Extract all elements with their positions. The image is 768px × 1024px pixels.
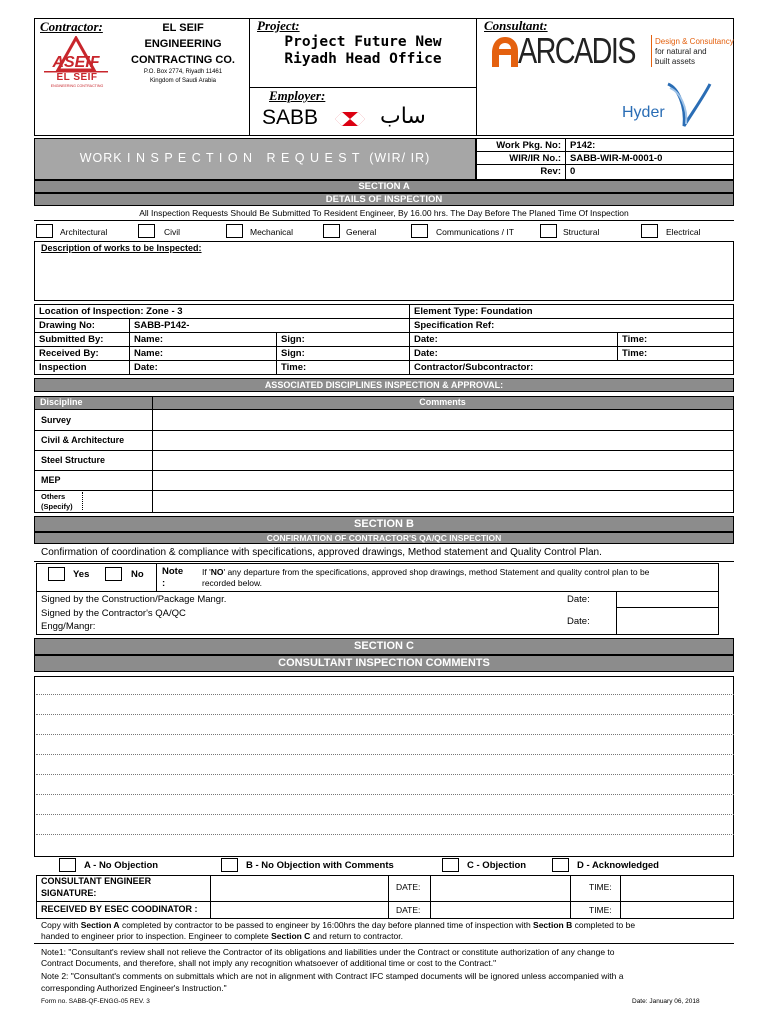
section-c-title: SECTION C: [34, 638, 734, 655]
copy-section-b: Section B: [533, 920, 573, 930]
hyder-swoosh-icon: [664, 80, 714, 132]
inspection-date[interactable]: Date:: [129, 360, 277, 375]
company-name-2: ENGINEERING: [144, 38, 222, 50]
elseif-logo-sub: ENGINEERING CONTRACTING: [50, 84, 104, 88]
submitted-by-label: Submitted By:: [34, 332, 130, 347]
discipline-row-specify: (Specify): [41, 502, 73, 511]
received-sign[interactable]: Sign:: [276, 346, 410, 361]
section-b-title: SECTION B: [34, 516, 734, 532]
yes-label: Yes: [73, 569, 90, 580]
ce-signature-field[interactable]: [211, 876, 387, 901]
checkbox-architectural[interactable]: [36, 224, 53, 238]
comment-field-mep[interactable]: [153, 471, 733, 490]
copy-text-5: and return to contractor.: [310, 931, 403, 941]
arcadis-icon: [490, 35, 520, 69]
checkbox-mechanical[interactable]: [226, 224, 243, 238]
signed-qa-qc-line1: Signed by the Contractor's QA/QC: [41, 608, 186, 619]
arcadis-tagline-1: Design & Consultancy: [655, 37, 734, 46]
checkbox-no[interactable]: [105, 567, 122, 581]
checkbox-objection[interactable]: [442, 858, 459, 872]
esec-date-label: DATE:: [396, 905, 421, 915]
sabb-hexagon-icon: [335, 110, 365, 128]
note-no: NO: [210, 567, 224, 577]
discipline-label-mechanical: Mechanical: [250, 227, 293, 237]
company-name-3: CONTRACTING CO.: [131, 54, 235, 66]
signed-construction-mangr: Signed by the Construction/Package Mangr.: [41, 594, 227, 605]
esec-time-field[interactable]: [621, 902, 733, 918]
form-title: WORK I N S P E C T I O N R E Q U E S T (WIR/ IR): [79, 151, 431, 165]
comments-col-label: Comments: [419, 397, 466, 407]
note-label: Note: [162, 566, 184, 577]
description-label: Description of works to be Inspected:: [41, 243, 202, 253]
wir-no-label: WIR/IR No.:: [476, 151, 566, 165]
discipline-label-communications: Communications / IT: [436, 227, 514, 237]
comment-field-others[interactable]: [153, 491, 733, 512]
copy-text-2: completed by contractor to be passed to engineer by 16:00hrs the day before planned time of inspection with: [119, 920, 534, 930]
element-type[interactable]: Element Type: Foundation: [409, 304, 734, 319]
discipline-label-structural: Structural: [563, 227, 600, 237]
comment-field-civil[interactable]: [153, 431, 733, 450]
received-by-label: Received By:: [34, 346, 130, 361]
submitted-sign[interactable]: Sign:: [276, 332, 410, 347]
pm-date-field[interactable]: [617, 592, 718, 607]
checkbox-electrical[interactable]: [641, 224, 658, 238]
others-specify-field[interactable]: [82, 492, 83, 510]
copy-instruction-line1: [41, 920, 635, 930]
form-date: Date: January 06, 2018: [632, 998, 700, 1005]
section-a-title: SECTION A: [34, 180, 734, 193]
qa-date-label: Date:: [567, 616, 590, 627]
option-a-label: A - No Objection: [84, 860, 159, 871]
option-d-label: D - Acknowledged: [577, 860, 659, 871]
note2-line2: corresponding Authorized Engineer's Instruction.": [41, 983, 227, 993]
comment-field-survey[interactable]: [153, 410, 733, 430]
arcadis-tagline-3: built assets: [655, 57, 696, 66]
copy-section-a: Section A: [80, 920, 120, 930]
inspection-time[interactable]: Time:: [276, 360, 410, 375]
ce-time-label: TIME:: [589, 882, 612, 892]
inspection-instruction: All Inspection Requests Should Be Submitted To Resident Engineer, By 16.00 hrs. The Day Before The Planed Time Of Inspection: [139, 208, 629, 218]
sabb-logo-text: SABB: [262, 106, 319, 129]
wir-no-value[interactable]: SABB-WIR-M-0001-0: [565, 151, 734, 165]
discipline-row-others: Others: [41, 492, 66, 501]
option-b-label: B - No Objection with Comments: [246, 860, 394, 871]
received-name[interactable]: Name:: [129, 346, 277, 361]
comment-field-steel[interactable]: [153, 451, 733, 470]
company-name-1: EL SEIF: [162, 22, 204, 34]
arcadis-tagline-2: for natural and: [655, 47, 707, 56]
note-post: ' any departure from the specifications, approved shop drawings, method Statement and quality control plan to be: [223, 567, 650, 577]
ce-date-field[interactable]: [431, 876, 569, 901]
rev-label: Rev:: [476, 164, 566, 180]
ce-time-field[interactable]: [621, 876, 733, 901]
received-date[interactable]: Date:: [409, 346, 618, 361]
signed-qa-qc-line2: Engg/Mangr:: [41, 621, 96, 632]
checkbox-civil[interactable]: [138, 224, 155, 238]
details-of-inspection-title: DETAILS OF INSPECTION: [34, 193, 734, 206]
copy-text-3: completed to be: [572, 920, 636, 930]
checkbox-communications[interactable]: [411, 224, 428, 238]
discipline-row-survey: Survey: [41, 415, 72, 425]
discipline-label-civil: Civil: [164, 227, 181, 237]
consultant-label: Consultant:: [484, 18, 548, 33]
employer-label: Employer:: [269, 88, 326, 103]
copy-instruction-line2: [41, 931, 403, 941]
work-pkg-value[interactable]: P142:: [565, 138, 734, 152]
company-country: Kingdom of Saudi Arabia: [149, 78, 217, 84]
work-pkg-label: Work Pkg. No:: [476, 138, 566, 152]
checkbox-no-objection-comments[interactable]: [221, 858, 238, 872]
esec-date-field[interactable]: [431, 902, 569, 918]
no-label: No: [131, 569, 144, 580]
submitted-date[interactable]: Date:: [409, 332, 618, 347]
checkbox-yes[interactable]: [48, 567, 65, 581]
copy-text-1: Copy with: [41, 920, 81, 930]
form-number: Form no. SABB-QF-ENGG-05 REV. 3: [41, 998, 150, 1005]
note2-line1: Note 2: "Consultant's comments on submittals which are not in alignment with Contract IFC stamped documents will be ignored unless accompanied with a: [41, 971, 624, 981]
drawing-no-value[interactable]: SABB-P142-: [129, 318, 410, 333]
note-colon: :: [162, 578, 166, 589]
checkbox-acknowledged[interactable]: [552, 858, 569, 872]
copy-text-4: handed to engineer prior to inspection. Engineer to complete: [41, 931, 272, 941]
checkbox-no-objection[interactable]: [59, 858, 76, 872]
checkbox-structural[interactable]: [540, 224, 557, 238]
note-text: [202, 567, 649, 577]
sabb-arabic-text: ساب: [380, 104, 426, 129]
esec-signature-field[interactable]: [211, 902, 387, 918]
hyder-logo-text: Hyder: [622, 104, 665, 121]
esec-time-label: TIME:: [589, 905, 612, 915]
discipline-row-steel-structure: Steel Structure: [41, 455, 106, 465]
pm-date-label: Date:: [567, 594, 590, 605]
project-label: Project:: [257, 18, 300, 33]
checkbox-general[interactable]: [323, 224, 340, 238]
associated-disciplines-title: ASSOCIATED DISCIPLINES INSPECTION & APPROVAL:: [34, 378, 734, 392]
discipline-row-mep: MEP: [41, 475, 61, 485]
discipline-label-general: General: [346, 227, 377, 237]
submitted-time[interactable]: Time:: [617, 332, 734, 347]
project-name-2: Riyadh Head Office: [284, 51, 442, 67]
elseif-logo-text: EL SEIF: [56, 72, 98, 83]
option-c-label: C - Objection: [467, 860, 527, 871]
arcadis-logo-text: ARCADIS: [518, 30, 635, 71]
rev-value[interactable]: 0: [565, 164, 734, 180]
submitted-name[interactable]: Name:: [129, 332, 277, 347]
note-pre: If ': [202, 567, 211, 577]
note1-line2: Contract Documents, and therefore, shall not imply any recognition whatsoever of additional time or cost to the Contract.": [41, 958, 497, 968]
ce-signature-label-1: CONSULTANT ENGINEER: [41, 876, 152, 886]
section-c-subtitle: CONSULTANT INSPECTION COMMENTS: [34, 655, 734, 672]
contractor-subcontractor[interactable]: Contractor/Subcontractor:: [409, 360, 734, 375]
consultant-comments-box[interactable]: [34, 676, 734, 857]
qa-date-field[interactable]: [617, 608, 718, 634]
project-name-1: Project Future New: [284, 34, 442, 50]
ce-date-label: DATE:: [396, 882, 421, 892]
discipline-label-architectural: Architectural: [60, 227, 108, 237]
discipline-label-electrical: Electrical: [666, 227, 701, 237]
section-b-subtitle: CONFIRMATION OF CONTRACTOR'S QA/QC INSPECTION: [34, 532, 734, 544]
note1-line1: Note1: "Consultant's review shall not relieve the Contractor of its obligations and liabilities under the Contract or constitute authorization of any change to: [41, 947, 615, 957]
copy-section-c: Section C: [271, 931, 311, 941]
svg-text:ASEIF: ASEIF: [52, 54, 100, 71]
note-text-line2: recorded below.: [202, 578, 263, 588]
location-of-inspection[interactable]: Location of Inspection: Zone - 3: [34, 304, 410, 319]
section-b-confirmation: Confirmation of coordination & compliance with specifications, approved drawings, Method statement and Quality Control Plan.: [41, 547, 602, 558]
discipline-row-civil-architecture: Civil & Architecture: [41, 435, 125, 445]
received-esec-label: RECEIVED BY ESEC COODINATOR :: [41, 904, 198, 914]
company-address: P.O. Box 2774, Riyadh 11461: [143, 69, 223, 75]
ce-signature-label-2: SIGNATURE:: [41, 888, 97, 898]
inspection-label: Inspection: [34, 360, 130, 375]
drawing-no-label: Drawing No:: [34, 318, 130, 333]
received-time[interactable]: Time:: [617, 346, 734, 361]
contractor-label: Contractor:: [40, 19, 103, 34]
discipline-col-label: Discipline: [40, 397, 83, 407]
specification-ref[interactable]: Specification Ref:: [409, 318, 734, 333]
